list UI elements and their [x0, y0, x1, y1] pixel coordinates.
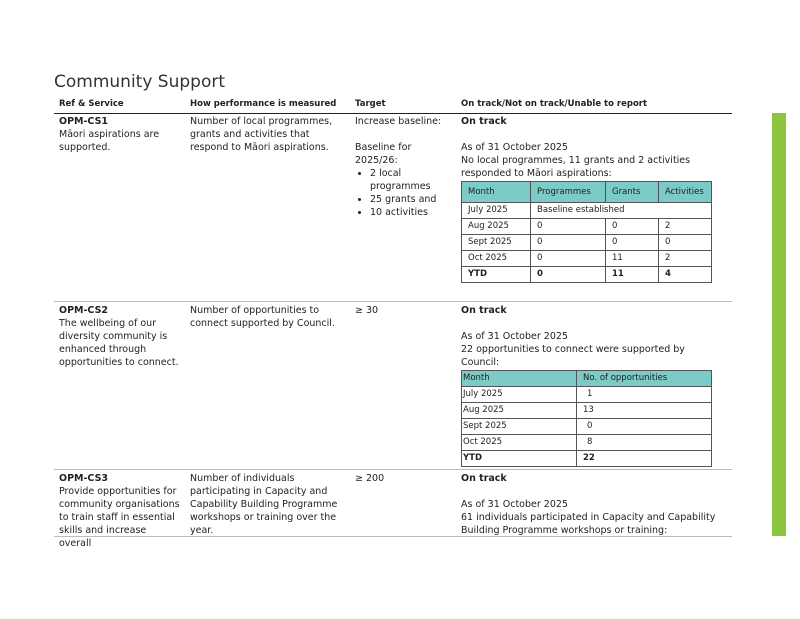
target-intro: Increase baseline: [355, 116, 442, 127]
results-cell: 11 [606, 267, 659, 283]
target-item: • 25 grants and [370, 193, 455, 206]
status-text: On track [461, 305, 507, 316]
results-row [462, 403, 712, 419]
results-row [462, 235, 712, 251]
ref-cell [59, 304, 181, 369]
row-divider [54, 301, 732, 302]
header-ref: Ref & Service [59, 99, 124, 109]
asof-text: As of 31 October 2025 [461, 499, 568, 510]
measure-cell: Number of local programmes, grants and activities that respond to Māori aspirations. [190, 116, 333, 153]
results-row [462, 203, 712, 219]
target-item: • 2 local programmes [370, 167, 455, 193]
results-row [462, 435, 712, 451]
target-list [355, 167, 455, 219]
results-cell: July 2025 [462, 203, 531, 219]
service-text: The wellbeing of our diversity community is enhanced through opportunities to connect. [59, 318, 179, 368]
results-header: Month [462, 371, 577, 387]
status-bar [772, 113, 786, 536]
results-cell: 1 [577, 387, 712, 403]
target-baseline: Baseline for 2025/26: [355, 142, 412, 166]
results-cell: 4 [659, 267, 712, 283]
results-cell: 11 [606, 251, 659, 267]
results-row [462, 219, 712, 235]
results-cell: Aug 2025 [462, 403, 577, 419]
results-cell: 0 [531, 251, 606, 267]
table-body [54, 113, 732, 549]
results-cell: 0 [531, 235, 606, 251]
results-cell: 2 [659, 219, 712, 235]
results-total-row [462, 451, 712, 467]
target-cell [355, 115, 455, 219]
header-how: How performance is measured [190, 99, 337, 109]
results-cell: YTD [462, 267, 531, 283]
results-table [461, 370, 712, 467]
results-header: No. of opportunities [577, 371, 712, 387]
results-cell: 0 [606, 235, 659, 251]
results-cell: Oct 2025 [462, 435, 577, 451]
results-row [462, 419, 712, 435]
results-cell: YTD [462, 451, 577, 467]
status-text: On track [461, 116, 507, 127]
asof-text: As of 31 October 2025 [461, 331, 568, 342]
asof-text: As of 31 October 2025 [461, 142, 568, 153]
target-item: • 10 activities [370, 206, 455, 219]
results-cell: 2 [659, 251, 712, 267]
results-cell: Sept 2025 [462, 419, 577, 435]
service-text: Provide opportunities for community organisations to train staff in essential skills and increase overall [59, 486, 180, 549]
results-header-row [462, 371, 712, 387]
summary-text: 22 opportunities to connect were supported by Council: [461, 344, 685, 368]
results-cell: Aug 2025 [462, 219, 531, 235]
summary-text: No local programmes, 11 grants and 2 activities responded to Māori aspirations: [461, 155, 691, 179]
header-target: Target [355, 99, 386, 109]
results-cell: 13 [577, 403, 712, 419]
measure-code: OPM-CS3 [59, 473, 109, 484]
header-status: On track/Not on track/Unable to report [461, 99, 648, 109]
measure-code: OPM-CS2 [59, 305, 109, 316]
results-header: Programmes [531, 182, 606, 203]
results-cell: 0 [606, 219, 659, 235]
results-header: Activities [659, 182, 712, 203]
summary-text: 61 individuals participated in Capacity and Capability Building Programme workshops or training: [461, 512, 716, 536]
results-cell: 0 [531, 267, 606, 283]
results-cell: Sept 2025 [462, 235, 531, 251]
results-cell: 22 [577, 451, 712, 467]
ref-cell [59, 115, 181, 154]
results-cell: July 2025 [462, 387, 577, 403]
target-cell: ≥ 30 [355, 305, 379, 316]
section-title: Community Support [54, 72, 225, 92]
row-divider [54, 469, 732, 470]
results-row [462, 251, 712, 267]
results-header: Grants [606, 182, 659, 203]
results-header-row [462, 182, 712, 203]
results-header: Month [462, 182, 531, 203]
results-cell: 0 [577, 419, 712, 435]
results-cell: 0 [659, 235, 712, 251]
service-text: Māori aspirations are supported. [59, 129, 160, 153]
status-cell [461, 304, 719, 467]
target-cell: ≥ 200 [355, 473, 385, 484]
status-text: On track [461, 473, 507, 484]
results-cell: Oct 2025 [462, 251, 531, 267]
measure-code: OPM-CS1 [59, 116, 109, 127]
results-cell: 0 [531, 219, 606, 235]
measure-cell: Number of individuals participating in Capacity and Capability Building Programme workshops or training over the year. [190, 473, 338, 536]
measure-cell: Number of opportunities to connect supported by Council. [190, 305, 335, 329]
results-cell: 8 [577, 435, 712, 451]
results-table [461, 181, 712, 283]
status-cell [461, 472, 719, 537]
results-total-row [462, 267, 712, 283]
status-cell [461, 115, 719, 283]
ref-cell [59, 472, 181, 550]
results-cell: Baseline established [531, 203, 712, 219]
results-row [462, 387, 712, 403]
table-header [54, 97, 732, 114]
